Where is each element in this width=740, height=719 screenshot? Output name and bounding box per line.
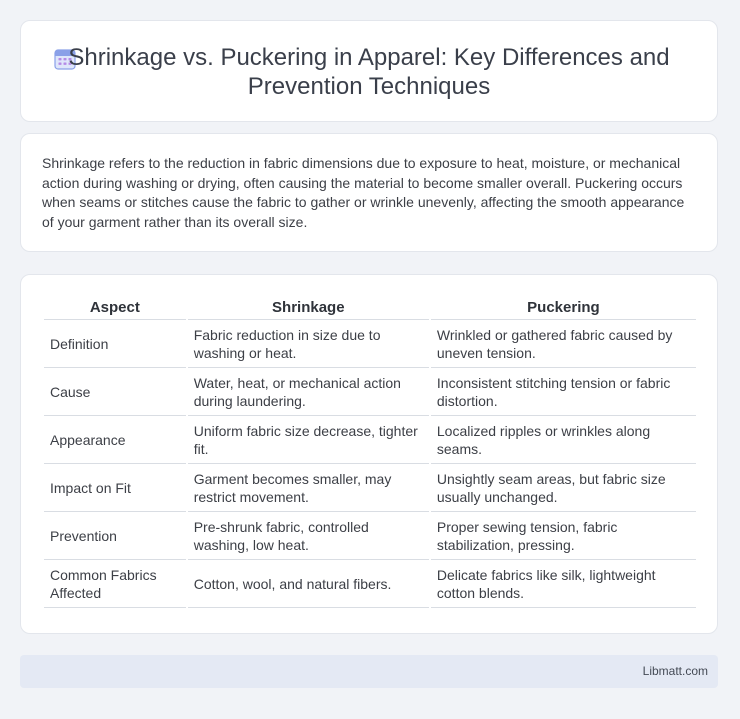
row-puckering: Localized ripples or wrinkles along seams. [431, 416, 696, 464]
row-shrinkage: Fabric reduction in size due to washing or heat. [188, 320, 429, 368]
table-row [44, 368, 696, 416]
table-row [44, 512, 696, 560]
page-title: Shrinkage vs. Puckering in Apparel: Key Differences and Prevention Techniques [68, 44, 670, 100]
row-puckering: Wrinkled or gathered fabric caused by uneven tension. [431, 320, 696, 368]
row-aspect: Common Fabrics Affected [44, 560, 186, 608]
table-row [44, 464, 696, 512]
row-shrinkage: Garment becomes smaller, may restrict movement. [188, 464, 429, 512]
column-header-aspect: Aspect [44, 297, 186, 320]
table-row [44, 560, 696, 608]
comparison-card [20, 274, 718, 634]
intro-card [20, 133, 718, 252]
row-shrinkage: Water, heat, or mechanical action during laundering. [188, 368, 429, 416]
footer-brand-link[interactable]: Libmatt.com [642, 664, 708, 678]
comparison-table [42, 297, 698, 608]
footer-bar [20, 655, 718, 688]
row-aspect: Appearance [44, 416, 186, 464]
column-header-puckering: Puckering [431, 297, 696, 320]
row-aspect: Impact on Fit [44, 464, 186, 512]
row-puckering: Proper sewing tension, fabric stabilization, pressing. [431, 512, 696, 560]
row-puckering: Delicate fabrics like silk, lightweight cotton blends. [431, 560, 696, 608]
row-puckering: Unsightly seam areas, but fabric size usually unchanged. [431, 464, 696, 512]
table-header-row [44, 297, 696, 320]
intro-paragraph: Shrinkage refers to the reduction in fabric dimensions due to exposure to heat, moisture, or mechanical action during washing or drying, often causing the material to become smaller overall. Puckering occurs when seams or stitches cause the fabric to gather or wrinkle unevenly, affecting the smooth appearance of your garment rather than its overall size. [42, 155, 685, 230]
table-row [44, 320, 696, 368]
row-aspect: Prevention [44, 512, 186, 560]
row-shrinkage: Pre-shrunk fabric, controlled washing, low heat. [188, 512, 429, 560]
row-aspect: Cause [44, 368, 186, 416]
title-card [20, 20, 718, 122]
row-shrinkage: Uniform fabric size decrease, tighter fit. [188, 416, 429, 464]
row-shrinkage: Cotton, wool, and natural fibers. [188, 560, 429, 608]
column-header-shrinkage: Shrinkage [188, 297, 429, 320]
row-aspect: Definition [44, 320, 186, 368]
table-row [44, 416, 696, 464]
row-puckering: Inconsistent stitching tension or fabric distortion. [431, 368, 696, 416]
